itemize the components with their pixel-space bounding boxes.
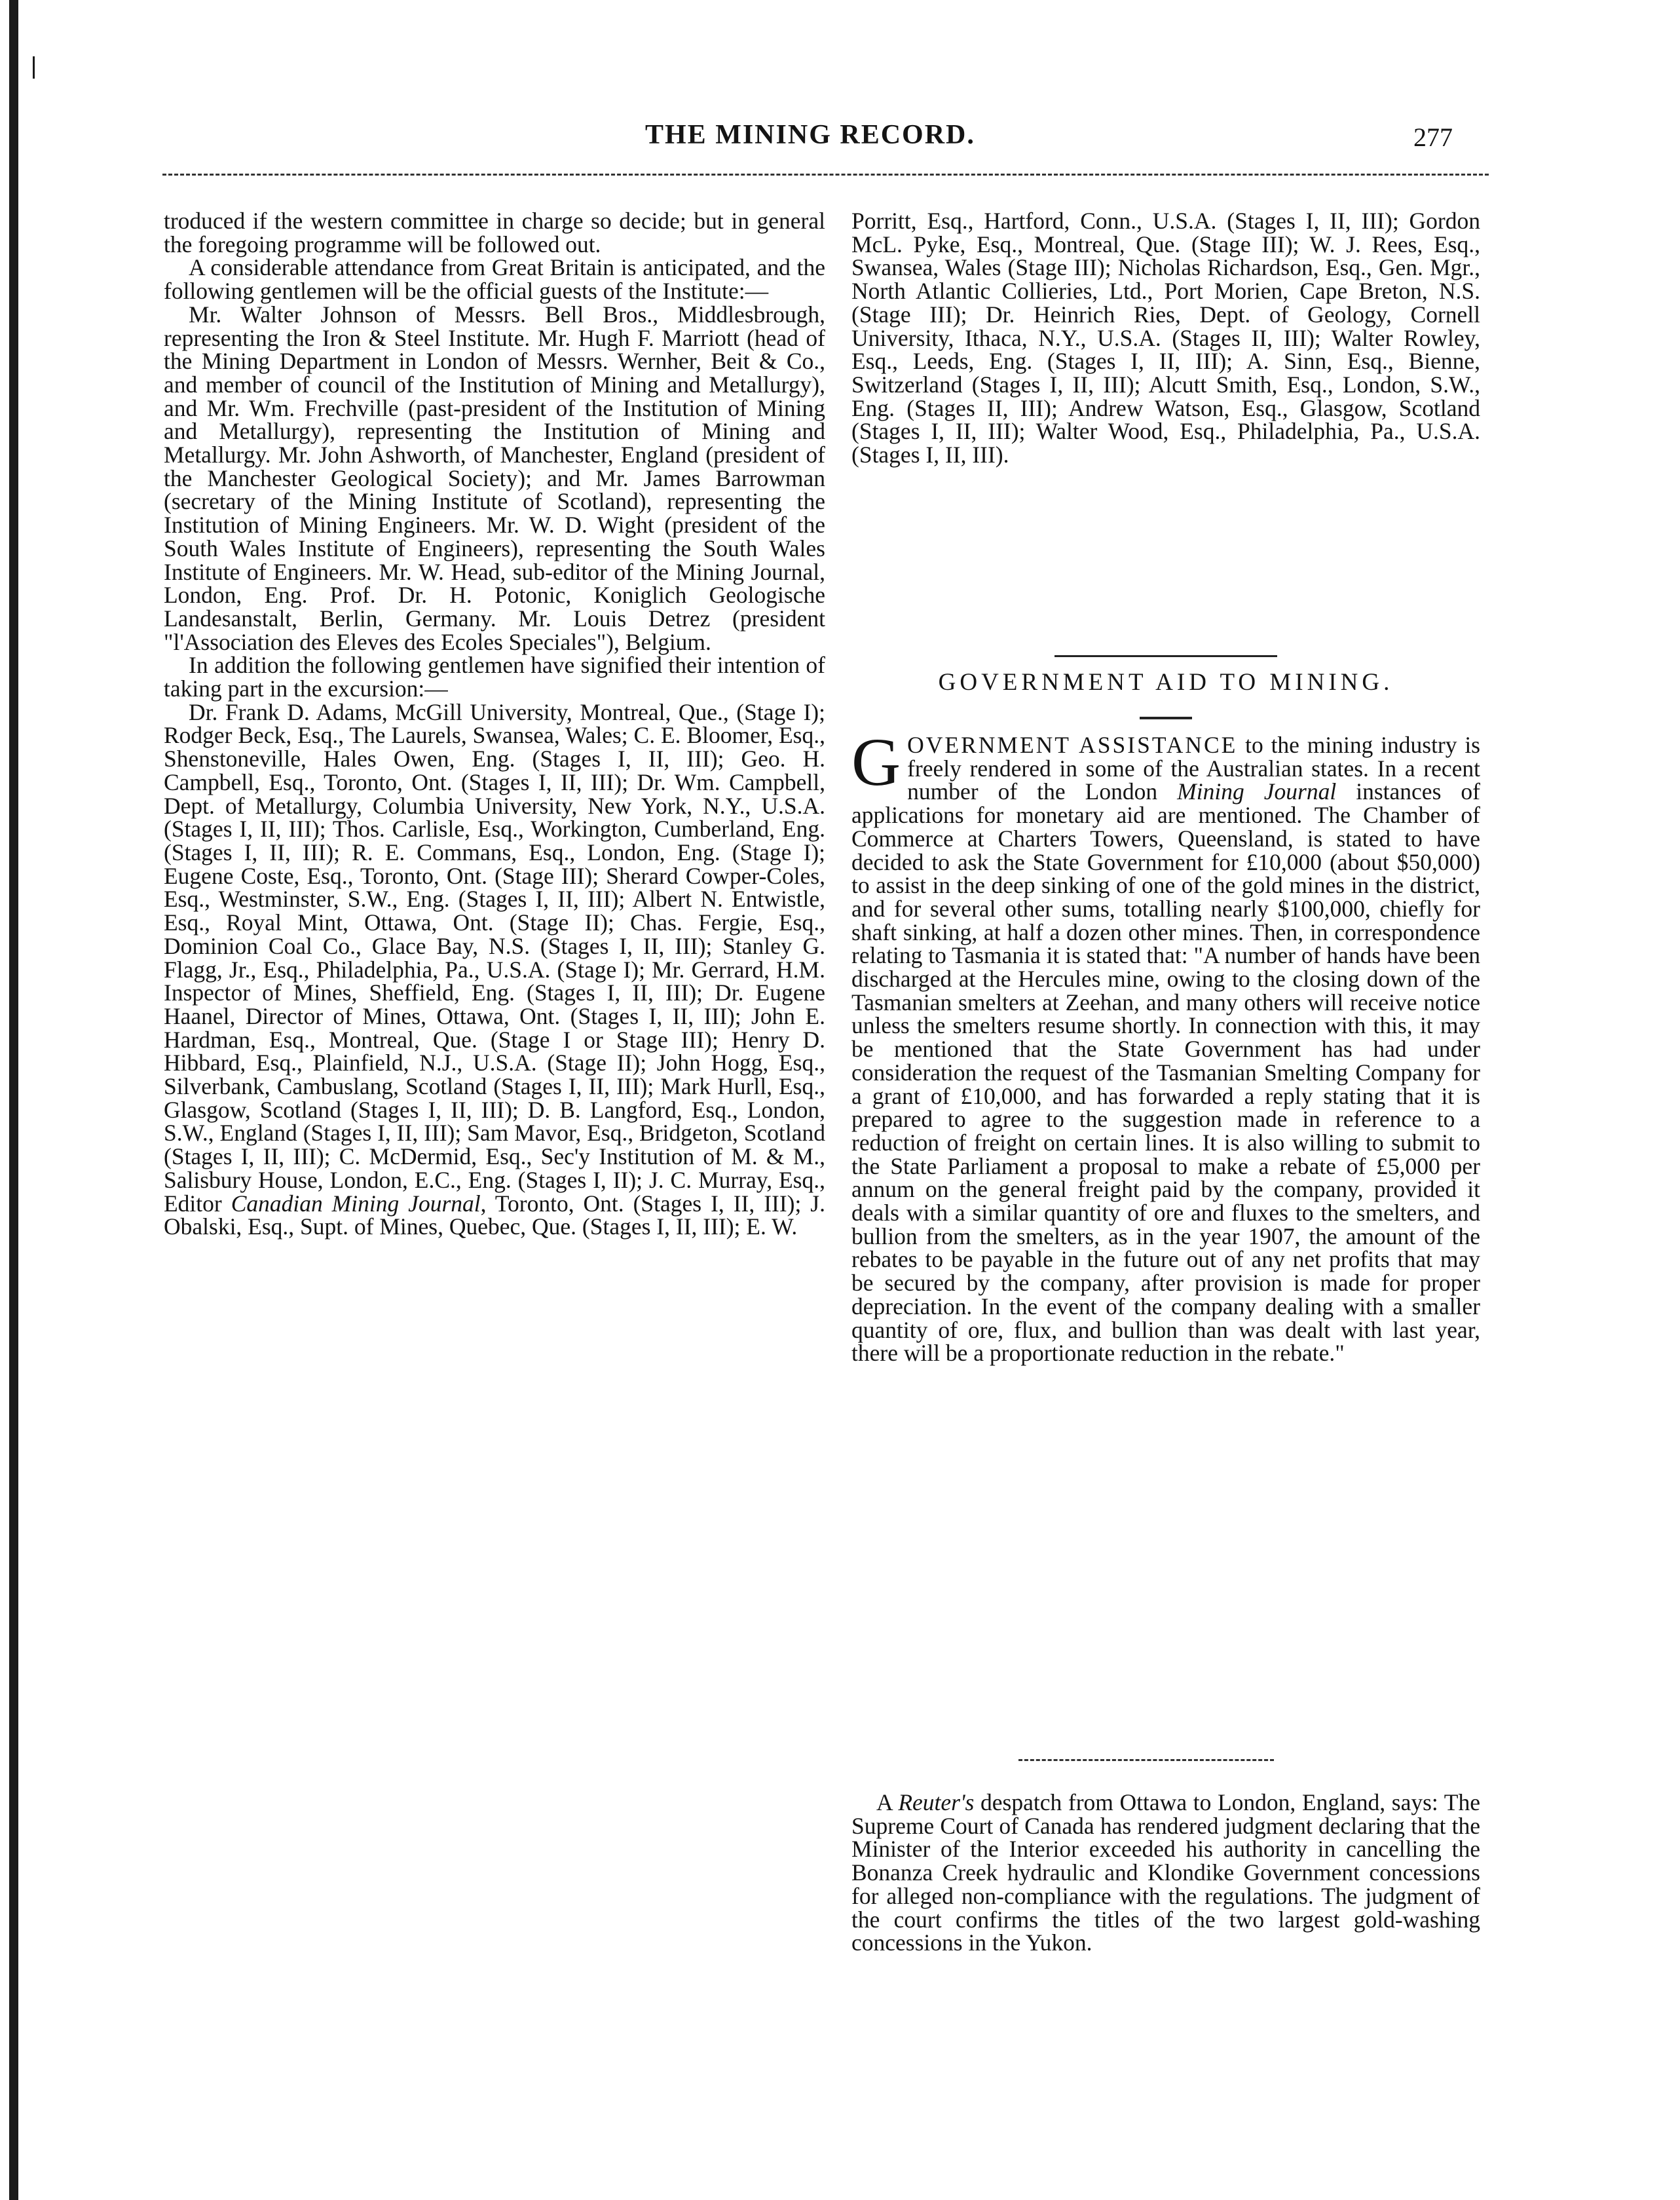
paragraph-attendance: A considerable attendance from Great Britain is anticipated, and the following gentlemen will be the official guests of the Institute:— [164,254,825,305]
title-underline [1140,717,1192,719]
lead-in-caps: OVERNMENT ASSISTANCE [907,732,1238,758]
article-separator [1018,1759,1274,1761]
article-text: to the mining industry is freely rendered in some of the Australian states. In a recent number of the London [907,732,1480,805]
reuters-paragraph [851,1791,1480,1955]
participants-tail: , Toronto, Ont. (Stages I, II, III); J. Obalski, Esq., Supt. of Mines, Quebec, Que. (Stages I, II, III); E. W. [164,1190,825,1240]
journal-title: THE MINING RECORD. [645,120,975,150]
right-column [851,210,1480,467]
government-aid-article [851,725,1481,1367]
participants-text: Dr. Frank D. Adams, McGill University, Montreal, Que., (Stage I); Rodger Beck, Esq., The Laurels, Swansea, Wales; C. E. Bloomer, Esq., Shenstoneville, Hales Owen, Eng. (Stages I, II, III); Geo. H. Campbell, Esq., Toronto, Ont. (Stages I, II, III); Dr. Wm. Campbell, Dept. of Metallurgy, Columbia University, New York, N.Y., U.S.A. (Stages I, II, III); Thos. Carlisle, Esq., Workington, Cumberland, Eng. (Stages I, II, III); R. E. Commans, Esq., London, Eng. (Stage I); Eugene Coste, Esq., Toronto, Ont. (Stage III); Sherard Cowper-Coles, Esq., Westminster, S.W., Eng. (Stages I, II, III); Albert N. Entwistle, Esq., Royal Mint, Ottawa, Ont. (Stage II); Chas. Fergie, Esq., Dominion Coal Co., Glace Bay, N.S. (Stages I, II, III); Stanley G. Flagg, Jr., Esq., Philadelphia, Pa., U.S.A. (Stage I); Mr. Gerrard, H.M. Inspector of Mines, Sheffield, Eng. (Stages I, II, III); Dr. Eugene Haanel, Director of Mines, Ottawa, Ont. (Stages I, II, III); John E. Hardman, Esq., Montreal, Que. (Stage I or Stage III); Henry D. Hibbard, Esq., Plainfield, N.J., U.S.A. (Stage II); John Hogg, Esq., Silverbank, Cambuslang, Scotland (Stages I, II, III); Mark Hurll, Esq., Glasgow, Scotland (Stages I, II, III); D. B. Langford, Esq., London, S.W., England (Stages I, II, III); Sam Mavor, Esq., Bridgeton, Scotland (Stages I, II, III); C. McDermid, Esq., Sec'y Institution of M. & M., Salisbury House, London, E.C., Eng. (Stages I, II); J. C. Murray, Esq., Editor [164,698,825,1217]
section-divider [1055,655,1277,657]
journal-name-italic: Mining Journal [1177,778,1337,805]
left-column [164,210,825,1239]
page-number: 277 [1413,123,1453,152]
participants-continued: Porritt, Esq., Hartford, Conn., U.S.A. (Stages I, II, III); Gordon McL. Pyke, Esq., Montreal, Que. (Stage III); W. J. Rees, Esq., Swansea, Wales (Stage III); Nicholas Richardson, Esq., Gen. Mgr., North Atlantic Collieries, Ltd., Port Morien, Cape Breton, N.S. (Stage III); Dr. Heinrich Ries, Dept. of Geology, Cornell University, Ithaca, N.Y., U.S.A. (Stages II, III); Walter Rowley, Esq., Leeds, Eng. (Stages I, II, III); A. Sinn, Esq., Bienne, Switzerland (Stages I, II, III); Alcutt Smith, Esq., London, S.W., Eng. (Stages II, III); Andrew Watson, Esq., Glasgow, Scotland (Stages I, II, III); Walter Wood, Esq., Philadelphia, Pa., U.S.A. (Stages I, II, III). [851,208,1480,468]
running-header [0,119,1680,159]
page-binding-edge [9,0,18,2200]
section-title: GOVERNMENT AID TO MINING. [938,669,1394,696]
agency-name-italic: Reuter's [898,1789,975,1815]
reuters-text: despatch from Ottawa to London, England, says: The Supreme Court of Canada has rendered judgment declaring that the Minister of the Interior exceeded his authority in cancelling the Bonanza Creek hydraulic and Klondike Government concessions for alleged non-compliance with the regulations. The judgment of the court confirms the titles of the two largest gold-washing concessions in the Yukon. [851,1789,1480,1956]
drop-cap: G [851,725,901,800]
reuters-despatch [851,1791,1480,1955]
header-rule [162,174,1489,176]
paragraph-participants [164,698,825,1240]
article-text-continued: instances of applications for monetary aid are mentioned. The Chamber of Commerce at Charters Towers, Queensland, is stated to have decided to ask the State Government for £10,000 (about $50,000) to assist in the deep sinking of one of the gold mines in the district, and for several other sums, totalling nearly $100,000, chiefly for shaft sinking, at half a dozen other mines. Then, in correspondence relating to Tasmania it is stated that: "A number of hands have been discharged at the Hercules mine, owing to the closing down of the Tasmanian smelters at Zeehan, and many others will receive notice unless the smelters resume shortly. In connection with this, it may be mentioned that the State Government has had under consideration the request of the Tasmanian Smelting Company for a grant of £10,000, and has forwarded a reply stating that it is prepared to agree to the suggestion made in reference to a reduction of freight on certain lines. It is also willing to submit to the State Parliament a proposal to make a rebate of £5,000 per annum on the general freight paid by the company, provided it deals with a similar quantity of ore and fluxes to the smelters, and bullion from the smelters, as in the year 1907, the amount of the rebates to be payable in the future out of any net profits that may be secured by the company, after provision is made for proper depreciation. In the event of the company dealing with a smaller quantity of ore, flux, and bullion than was dealt with last year, there will be a proportionate reduction in the rebate." [851,778,1481,1367]
paragraph-official-guests: Mr. Walter Johnson of Messrs. Bell Bros., Middlesbrough, representing the Iron & Steel Institute. Mr. Hugh F. Marriott (head of the Mining Department in London of Messrs. Wernher, Beit & Co., and member of council of the Institution of Mining and Metallurgy), and Mr. Wm. Frechville (past-president of the Institution of Mining and Metallurgy), representing the Institution of Mining and Metallurgy. Mr. John Ashworth, of Manchester, England (president of the Manchester Geological Society); and Mr. James Barrowman (secretary of the Mining Institute of Scotland), representing the Institution of Mining Engineers. Mr. W. D. Wight (president of the South Wales Institute of Engineers), representing the South Wales Institute of Engineers. Mr. W. Head, sub-editor of the Mining Journal, London, Eng. Prof. Dr. H. Potonic, Koniglich Geologische Landesanstalt, Berlin, Germany. Mr. Louis Detrez (president "l'Association des Eleves des Ecoles Speciales"), Belgium. [164,301,825,655]
paragraph-excursion-intro: In addition the following gentlemen have signified their intention of taking part in the excursion:— [164,652,825,702]
paragraph-continued: troduced if the western committee in charge so decide; but in general the foregoing programme will be followed out. [164,208,825,257]
binding-mark [33,56,35,79]
journal-name-italic: Canadian Mining Journal [231,1190,481,1217]
reuters-lead: A [876,1789,899,1815]
